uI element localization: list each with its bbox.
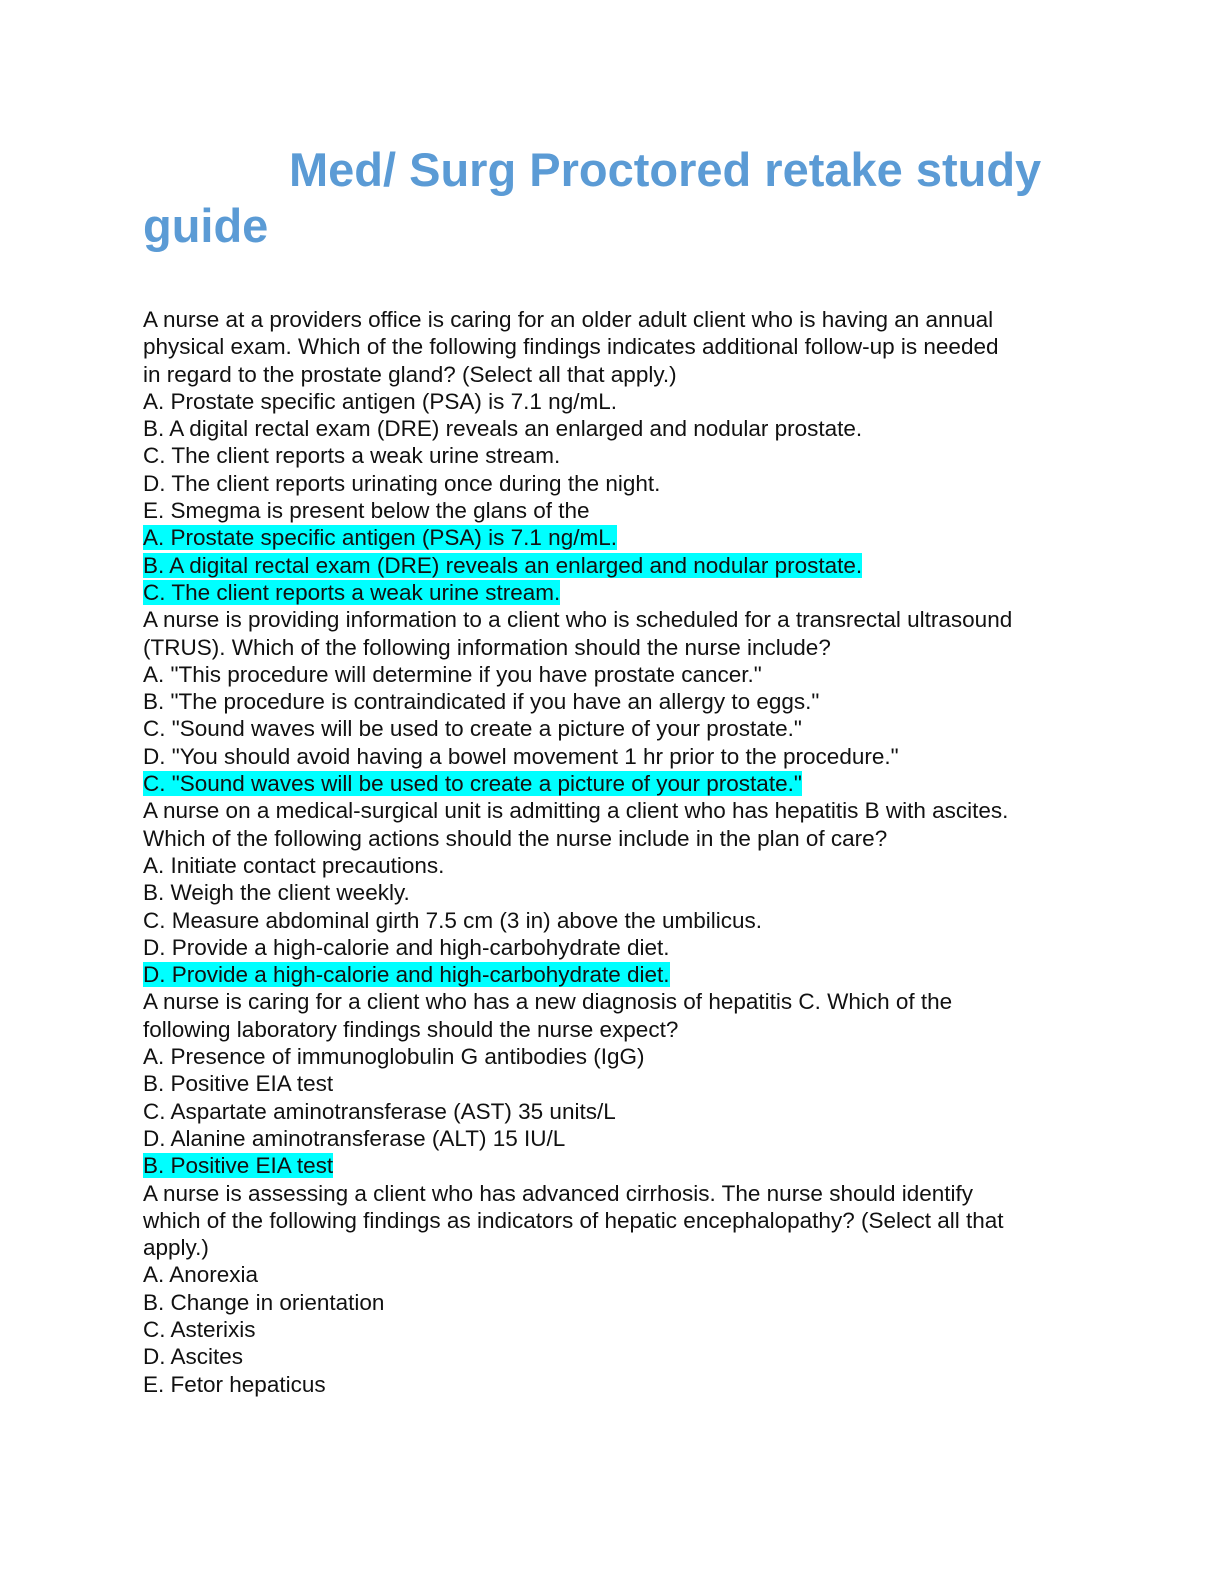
correct-answer-line [143, 770, 1078, 797]
answer-option: B. Change in orientation [143, 1289, 385, 1315]
question-stem-line: A nurse is providing information to a client who is scheduled for a transrectal ultrasound [143, 607, 1013, 633]
question-stem-line: physical exam. Which of the following findings indicates additional follow-up is needed [143, 334, 999, 360]
answer-option: B. Weigh the client weekly. [143, 880, 410, 906]
question-block [143, 606, 1078, 797]
answer-option: A. Initiate contact precautions. [143, 852, 445, 878]
question-block [143, 988, 1078, 1179]
correct-answer-line [143, 524, 1078, 551]
answer-option: D. Alanine aminotransferase (ALT) 15 IU/L [143, 1125, 566, 1151]
question-block [143, 1180, 1078, 1398]
answer-option: C. Measure abdominal girth 7.5 cm (3 in) above the umbilicus. [143, 907, 763, 933]
question-block [143, 306, 1078, 606]
correct-answer-line [143, 961, 1078, 988]
question-stem-line: following laboratory findings should the nurse expect? [143, 1016, 679, 1042]
answer-option: D. Provide a high-calorie and high-carbohydrate diet. [143, 934, 670, 960]
answer-option: A. Presence of immunoglobulin G antibodies (IgG) [143, 1044, 645, 1070]
document-title: Med/ Surg Proctored retake study guide [143, 143, 1042, 252]
answer-option: D. "You should avoid having a bowel movement 1 hr prior to the procedure." [143, 743, 899, 769]
answer-option: D. The client reports urinating once during the night. [143, 470, 661, 496]
highlighted-answer: C. The client reports a weak urine stream. [143, 579, 561, 605]
answer-option: E. Smegma is present below the glans of the [143, 498, 590, 524]
answer-option: A. "This procedure will determine if you have prostate cancer." [143, 661, 762, 687]
highlighted-answer: D. Provide a high-calorie and high-carbohydrate diet. [143, 962, 670, 988]
question-stem-line: in regard to the prostate gland? (Select all that apply.) [143, 361, 677, 387]
answer-option: E. Fetor hepaticus [143, 1371, 326, 1397]
question-stem-line: A nurse is caring for a client who has a new diagnosis of hepatitis C. Which of the [143, 989, 953, 1015]
answer-option: D. Ascites [143, 1344, 244, 1370]
question-stem-line: A nurse is assessing a client who has advanced cirrhosis. The nurse should identify [143, 1180, 974, 1206]
question-stem-line: apply.) [143, 1235, 209, 1261]
correct-answer-line [143, 552, 1078, 579]
answer-option: C. Asterixis [143, 1316, 256, 1342]
question-stem-line: A nurse at a providers office is caring for an older adult client who is having an annual [143, 307, 994, 332]
question-stem-line: which of the following findings as indicators of hepatic encephalopathy? (Select all that [143, 1207, 1004, 1233]
highlighted-answer: A. Prostate specific antigen (PSA) is 7.1 ng/mL. [143, 525, 617, 551]
answer-option: B. A digital rectal exam (DRE) reveals an enlarged and nodular prostate. [143, 416, 863, 442]
question-stem-line: Which of the following actions should the nurse include in the plan of care? [143, 825, 888, 851]
highlighted-answer: B. A digital rectal exam (DRE) reveals an enlarged and nodular prostate. [143, 552, 863, 578]
question-list [143, 306, 1078, 1398]
answer-option: B. Positive EIA test [143, 1071, 334, 1097]
question-block [143, 797, 1078, 988]
question-stem-line: A nurse on a medical-surgical unit is admitting a client who has hepatitis B with ascites. [143, 798, 1009, 824]
answer-option: C. The client reports a weak urine stream. [143, 443, 561, 469]
answer-option: C. "Sound waves will be used to create a picture of your prostate." [143, 716, 802, 742]
answer-option: A. Prostate specific antigen (PSA) is 7.1 ng/mL. [143, 388, 617, 414]
correct-answer-line [143, 579, 1078, 606]
correct-answer-line [143, 1152, 1078, 1179]
answer-option: C. Aspartate aminotransferase (AST) 35 units/L [143, 1098, 616, 1124]
highlighted-answer: B. Positive EIA test [143, 1153, 334, 1179]
answer-option: A. Anorexia [143, 1262, 259, 1288]
question-stem-line: (TRUS). Which of the following information should the nurse include? [143, 634, 831, 660]
highlighted-answer: C. "Sound waves will be used to create a picture of your prostate." [143, 771, 802, 797]
answer-option: B. "The procedure is contraindicated if you have an allergy to eggs." [143, 689, 820, 715]
document-page [143, 142, 1078, 1398]
